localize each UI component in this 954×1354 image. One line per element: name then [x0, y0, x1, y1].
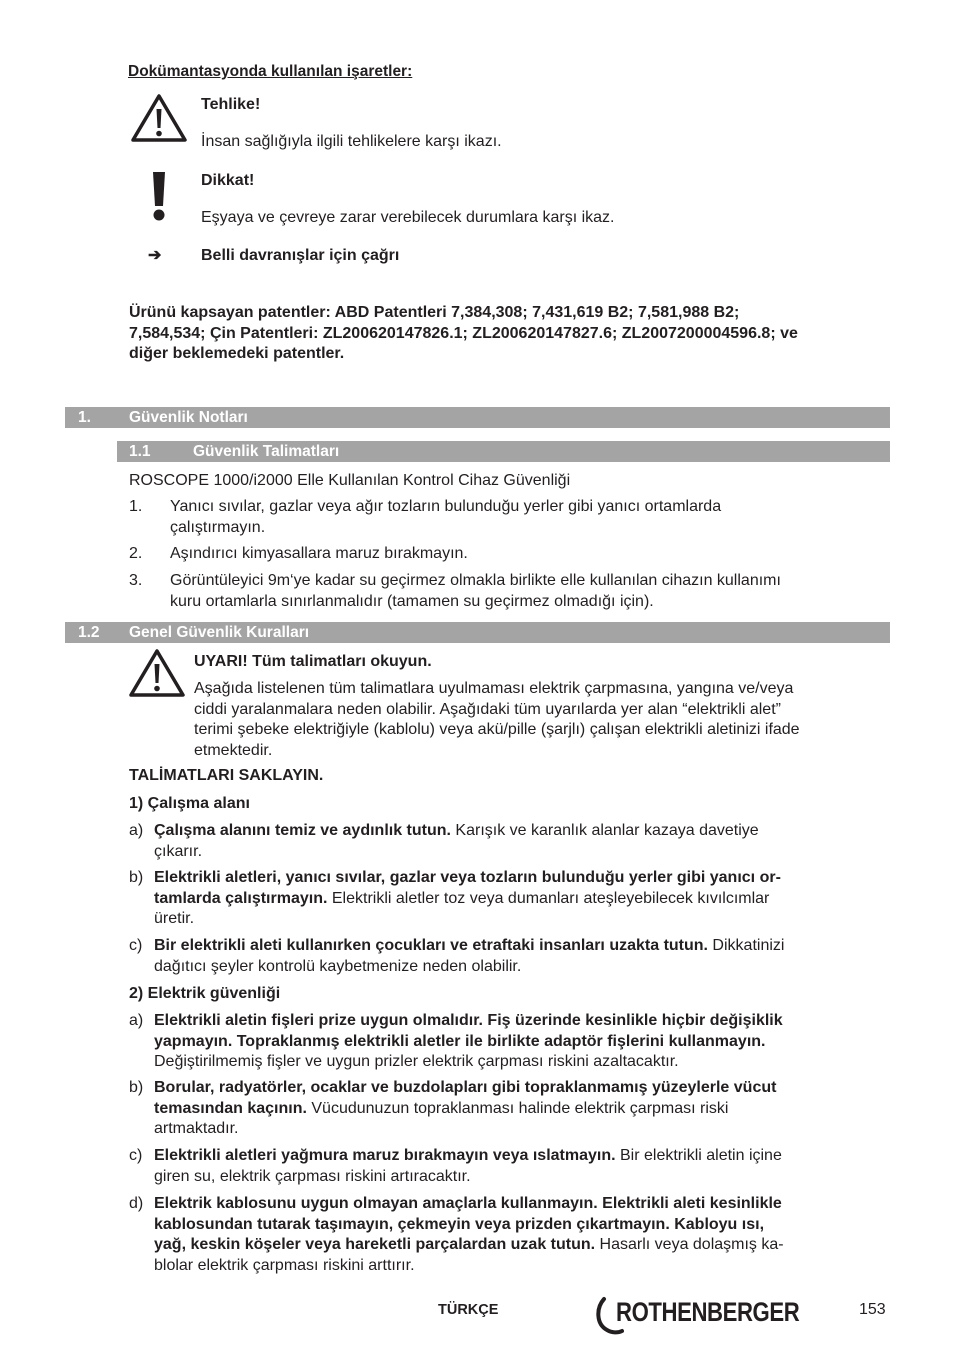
list-item-line: çalıştırmayın.: [170, 518, 266, 536]
brand-logo: ROTHENBERGER: [616, 1297, 800, 1327]
list-item-line: kablosundan tutarak taşımayın, çekmeyin veya prizden çıkartmayın. Kabloyu ısı,: [154, 1215, 765, 1233]
warning-paragraph: [194, 679, 800, 761]
list-letter: c): [129, 1147, 143, 1164]
page-number: 153: [859, 1301, 886, 1318]
list-item-line: Elektrikli aletin fişleri prize uygun olmalıdır. Fiş üzerinde kesinlikle hiçbir değişiklik: [154, 1012, 783, 1029]
action-text: Belli davranışlar için çağrı: [201, 247, 400, 264]
patents-paragraph: [129, 303, 798, 365]
list-item: [154, 868, 781, 930]
list-letter: b): [129, 869, 144, 886]
footer-language: TÜRKÇE: [438, 1302, 499, 1318]
caution-text: Eşyaya ve çevreye zarar verebilecek durumlara karşı ikaz.: [201, 209, 615, 226]
section-1-1-bar: [117, 441, 890, 462]
section-1-2-title: Genel Güvenlik Kuralları: [129, 624, 310, 641]
list-item-line: çıkarır.: [154, 842, 203, 860]
list-letter: a): [129, 822, 144, 839]
list-item-line: Çalışma alanını temiz ve aydınlık tutun. Karışık ve karanlık alanlar kazaya davetiye: [154, 822, 759, 839]
section-1-1-title: Güvenlik Talimatları: [193, 443, 340, 460]
list-item-line: Görüntüleyici 9m‘ye kadar su geçirmez olmakla birlikte elle kullanılan cihazın kullanımı: [170, 572, 781, 589]
list-letter: c): [129, 937, 143, 954]
list-item-line: Elektrikli aletleri, yanıcı sıvılar, gazlar veya tozların bulunduğu yerler gibi yanıcı or-: [154, 869, 781, 886]
list-item-line: üretir.: [154, 910, 195, 927]
list-item-line: dağıtıcı şeyler kontrolü kaybetmenize neden olabilir.: [154, 957, 522, 975]
warning-title: UYARI! Tüm talimatları okuyun.: [194, 653, 432, 670]
warning-line: etmektedir.: [194, 741, 273, 759]
subsection-title: 2) Elektrik güvenliği: [129, 985, 281, 1002]
warning-line: ciddi yaralanmalara neden olabilir. Aşağıdaki tüm uyarılarda yer alan “elektrikli alet”: [194, 700, 781, 718]
list-number: 3.: [129, 572, 143, 589]
patents-line: 7,584,534; Çin Patentleri: ZL200620147826.1; ZL200620147827.6; ZL2007200004596.8; ve: [129, 324, 798, 342]
list-item-line: Bir elektrikli aleti kullanırken çocukları ve etraftaki insanları uzakta tutun. Dikkatinizi: [154, 937, 785, 954]
patents-line: Ürünü kapsayan patentler: ABD Patentleri 7,384,308; 7,431,619 B2; 7,581,988 B2;: [129, 304, 740, 321]
caution-title: Dikkat!: [201, 172, 255, 189]
list-item: [154, 821, 759, 862]
patents-line: diğer beklemedeki patentler.: [129, 345, 345, 362]
list-item-line: giren su, elektrik çarpması riskini artıracaktır.: [154, 1167, 471, 1185]
list-letter: d): [129, 1195, 144, 1212]
danger-title: Tehlike!: [201, 96, 261, 113]
subsection-title: 1) Çalışma alanı: [129, 795, 250, 812]
list-number: 1.: [129, 498, 143, 515]
list-item-line: Elektrikli aletleri yağmura maruz bırakmayın veya ıslatmayın. Bir elektrikli aletin içine: [154, 1147, 782, 1164]
list-letter: b): [129, 1079, 144, 1096]
warning-line: terimi şebeke elektriğiyle (kablolu) veya akü/pille (şarjlı) çalışan elektrikli aletinizi ifade: [194, 721, 800, 738]
list-item-line: Elektrik kablosunu uygun olmayan amaçlarla kullanmayın. Elektrikli aleti kesinlikle: [154, 1195, 782, 1212]
list-item: [170, 544, 468, 565]
section-1-title: Güvenlik Notları: [129, 409, 248, 426]
list-item: [154, 936, 784, 977]
exclamation-icon: [148, 170, 170, 222]
list-item: [154, 1078, 776, 1140]
symbols-heading: Dokümantasyonda kullanılan işaretler:: [128, 63, 413, 80]
section-1-2-bar: [65, 622, 890, 643]
list-item-line: yağ, keskin köşeler veya hareketli parçalardan uzak tutun. Hasarlı veya dolaşmış ka-: [154, 1236, 784, 1253]
section-1-1-number: 1.1: [129, 443, 151, 460]
list-item-line: kuru ortamlarla sınırlanmalıdır (tamamen su geçirmez olmadığı için).: [170, 592, 654, 610]
warning-triangle-icon: [128, 647, 186, 699]
list-item-line: artmaktadır.: [154, 1120, 239, 1137]
list-item-line: Yanıcı sıvılar, gazlar veya ağır tozların bulunduğu yerler gibi yanıcı ortamlarda: [170, 498, 722, 515]
list-item: [170, 497, 721, 538]
section-1-number: 1.: [78, 409, 91, 426]
list-item: [154, 1146, 782, 1187]
section-1-1-intro: ROSCOPE 1000/i2000 Elle Kullanılan Kontrol Cihaz Güvenliği: [129, 472, 571, 489]
list-item-line: yapmayın. Topraklanmış elektrikli aletler ile birlikte adaptör fişlerini kullanmayın.: [154, 1032, 766, 1050]
arrow-right-icon: ➔: [148, 247, 162, 264]
list-item: [154, 1194, 784, 1276]
list-item: [154, 1011, 783, 1073]
save-instructions: TALİMATLARI SAKLAYIN.: [129, 767, 324, 784]
list-item-line: Borular, radyatörler, ocaklar ve buzdolapları gibi topraklanmamış yüzeylerle vücut: [154, 1079, 777, 1096]
list-letter: a): [129, 1012, 144, 1029]
list-item-line: temasından kaçının. Vücudunuzun topraklanması halinde elektrik çarpması riski: [154, 1099, 729, 1117]
list-item-line: blolar elektrik çarpması riskini arttırır.: [154, 1256, 415, 1274]
list-item-line: tamlarda çalıştırmayın. Elektrikli aletler toz veya dumanları ateşleyebilecek kıvılcımlar: [154, 889, 770, 907]
warning-triangle-icon: [130, 92, 188, 144]
section-1-bar: [65, 407, 890, 428]
list-item-line: Aşındırıcı kimyasallara maruz bırakmayın.: [170, 545, 468, 562]
list-number: 2.: [129, 545, 143, 562]
danger-text: İnsan sağlığıyla ilgili tehlikelere karşı ikazı.: [201, 133, 502, 150]
section-1-2-number: 1.2: [78, 624, 100, 641]
warning-line: Aşağıda listelenen tüm talimatlara uyulmaması elektrik çarpmasına, yangına ve/veya: [194, 680, 794, 697]
list-item-line: Değiştirilmemiş fişler ve uygun prizler elektrik çarpması riskini azaltacaktır.: [154, 1053, 679, 1070]
list-item: [170, 571, 781, 612]
